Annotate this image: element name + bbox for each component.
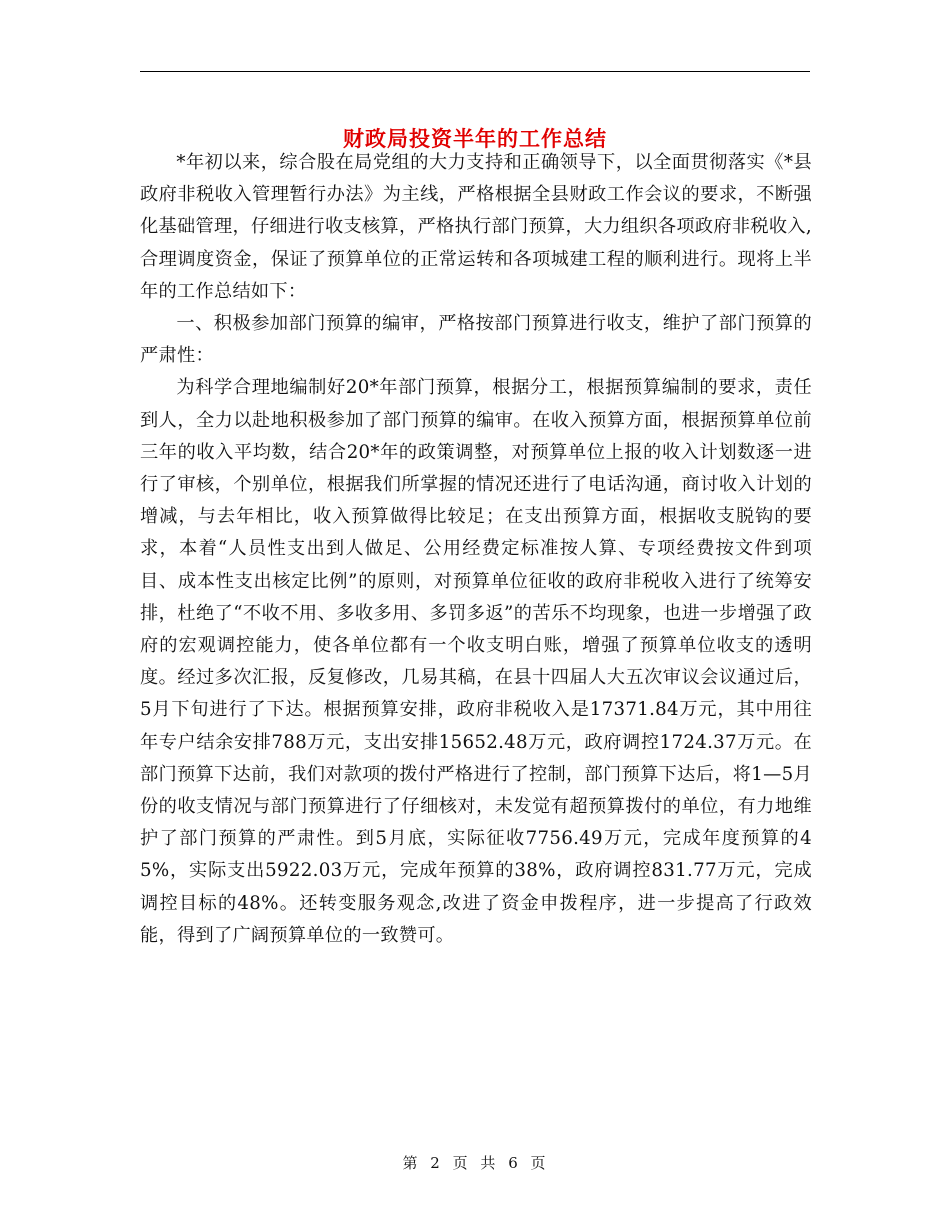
document-title: 财政局投资半年的工作总结 xyxy=(343,126,607,152)
footer-total-word: 共 xyxy=(480,1154,498,1172)
footer-total-pages: 6 xyxy=(508,1154,520,1172)
paragraph-budget-detail: 为科学合理地编制好20*年部门预算，根据分工，根据预算编制的要求，责任到人，全力以赴地积极参加了部门预算的编审。在收入预算方面，根据预算单位前三年的收入平均数，结合20*年的政策调整，对预算单位上报的收入计划数逐一进行了审核，个别单位，根据我们所掌握的情况还进行了电话沟通，商讨收入计划的增减，与去年相比，收入预算做得比较足；在支出预算方面，根据收支脱钩的要求，本着“人员性支出到人做足、公用经费定标准按人算、专项经费按文件到项目、成本性支出核定比例”的原则，对预算单位征收的政府非税收入进行了统筹安排，杜绝了“不收不用、多收多用、多罚多返”的苦乐不均现象，也进一步增强了政府的宏观调控能力，使各单位都有一个收支明白账，增强了预算单位收支的透明度。经过多次汇报，反复修改，几易其稿，在县十四届人大五次审议会议通过后，5月下旬进行了下达。根据预算安排，政府非税收入是17371.84万元，其中用往年专户结余安排788万元，支出安排15652.48万元，政府调控1724.37万元。在部门预算下达前，我们对款项的拨付严格进行了控制，部门预算下达后，将1—5月份的收支情况与部门预算进行了仔细核对，未发觉有超预算拨付的单位，有力地维护了部门预算的严肃性。到5月底，实际征收7756.49万元，完成年度预算的45%，实际支出5922.03万元，完成年预算的38%，政府调控831.77万元，完成调控目标的48%。还转变服务观念,改进了资金申拨程序，进一步提高了行政效能，得到了广阔预算单位的一致赞可。 xyxy=(140,377,812,946)
page-number-footer xyxy=(0,1152,950,1173)
paragraph-intro: *年初以来，综合股在局党组的大力支持和正确领导下，以全面贯彻落实《*县政府非税收入管理暂行办法》为主线，严格根据全县财政工作会议的要求，不断强化基础管理，仔细进行收支核算，严格执行部门预算，大力组织各项政府非税收入,合理调度资金，保证了预算单位的正常运转和各项城建工程的顺利进行。现将上半年的工作总结如下： xyxy=(140,152,812,302)
footer-page-word: 页 xyxy=(452,1154,470,1172)
footer-suffix: 页 xyxy=(530,1154,548,1172)
document-body xyxy=(140,147,812,952)
section-heading-1: 一、积极参加部门预算的编审，严格按部门预算进行收支，维护了部门预算的严肃性： xyxy=(140,313,812,367)
header-rule xyxy=(140,71,810,72)
footer-prefix: 第 xyxy=(402,1154,420,1172)
footer-current-page: 2 xyxy=(430,1154,442,1172)
